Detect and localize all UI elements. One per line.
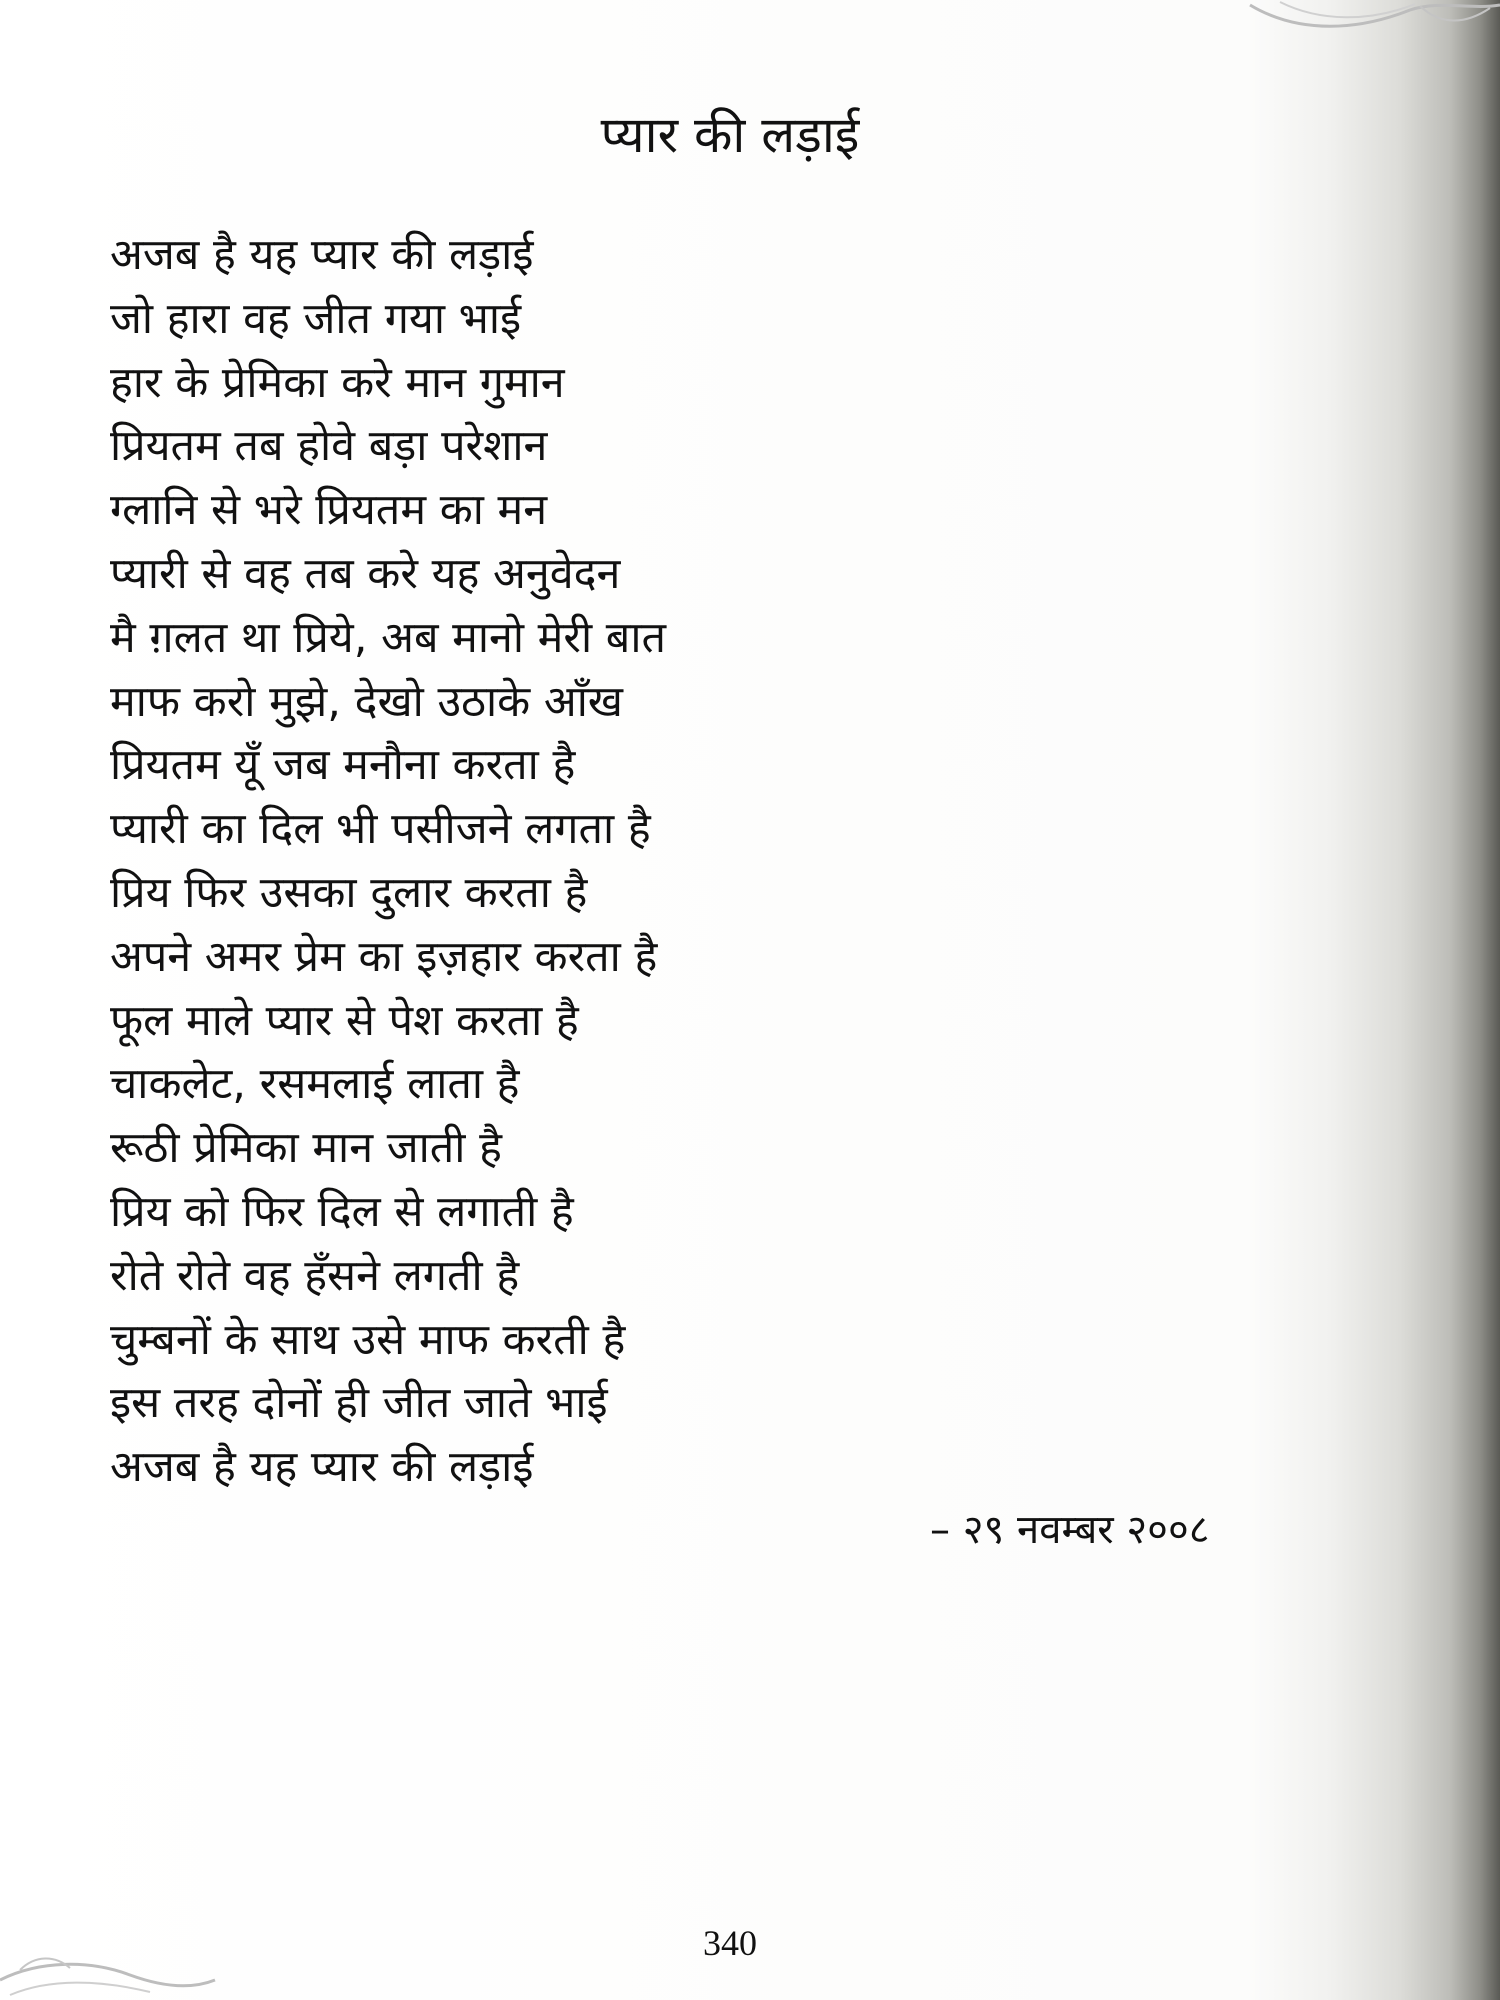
poem-line: प्रिय फिर उसका दुलार करता है bbox=[110, 867, 588, 918]
poem-date: – २९ नवम्बर २००८ bbox=[930, 1507, 1210, 1553]
poem-line: फूल माले प्यार से पेश करता है bbox=[110, 995, 579, 1046]
poem-line: अजब है यह प्यार की लड़ाई bbox=[110, 230, 534, 280]
corner-ornament-bottom bbox=[0, 1950, 220, 2000]
poem-line: इस तरह दोनों ही जीत जाते भाई bbox=[110, 1378, 608, 1429]
poem-line: ग्लानि से भरे प्रियतम का मन bbox=[110, 485, 548, 536]
poem-line: जो हारा वह जीत गया भाई bbox=[110, 293, 522, 344]
poem-line: प्रियतम तब होवे बड़ा परेशान bbox=[110, 421, 548, 472]
page-number: 340 bbox=[703, 1923, 757, 1963]
poem-line: प्यारी से वह तब करे यह अनुवेदन bbox=[110, 548, 621, 599]
poem-title: प्यार की लड़ाई bbox=[600, 106, 860, 164]
poem-line: रोते रोते वह हँसने लगती है bbox=[110, 1250, 520, 1301]
poem-body bbox=[110, 224, 1310, 1500]
poem-line: मै ग़लत था प्रिये, अब मानो मेरी बात bbox=[110, 612, 666, 663]
poem-line: माफ करो मुझे, देखो उठाके आँख bbox=[110, 676, 623, 727]
poem-line: चुम्बनों के साथ उसे माफ करती है bbox=[110, 1314, 626, 1365]
poem-line: हार के प्रेमिका करे मान गुमान bbox=[110, 357, 565, 408]
poem-line: चाकलेट, रसमलाई लाता है bbox=[110, 1059, 520, 1110]
poem-line: प्रियतम यूँ जब मनौना करता है bbox=[110, 740, 576, 791]
poem-line: प्यारी का दिल भी पसीजने लगता है bbox=[110, 804, 651, 855]
poem-line: अपने अमर प्रेम का इज़हार करता है bbox=[110, 931, 658, 982]
poem-line: अजब है यह प्यार की लड़ाई bbox=[110, 1442, 534, 1493]
poem-line: रूठी प्रेमिका मान जाती है bbox=[110, 1123, 502, 1174]
poem-line: प्रिय को फिर दिल से लगाती है bbox=[110, 1186, 574, 1237]
corner-ornament-top bbox=[1240, 0, 1500, 40]
